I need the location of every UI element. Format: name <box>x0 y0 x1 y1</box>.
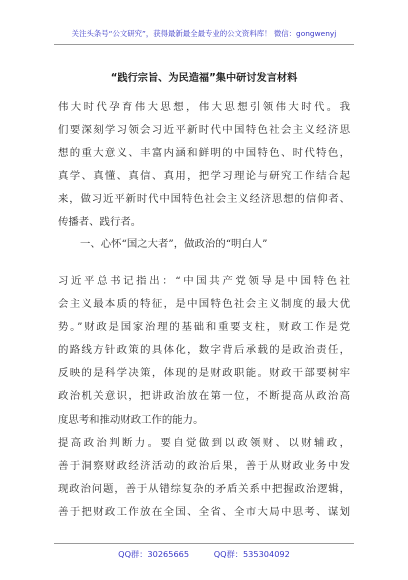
paragraph-line: 传播者、践行者。 <box>58 216 142 229</box>
paragraph-line: 提高政治判断力。要自觉做到以政领财、以财辅政， <box>58 437 350 449</box>
paragraph-line: 真学、真懂、真信、真用，把学习理论与研究工作结合起 <box>58 170 350 183</box>
document-title: “践行宗旨、为民造福”集中研讨发言材料 <box>110 73 298 84</box>
paragraph-line: 会主义最本质的特征，是中国特色社会主义制度的最大优 <box>58 298 350 311</box>
footer <box>0 549 408 560</box>
paragraph-line: 势。”财政是国家治理的基础和重要支柱，财政工作是党 <box>58 321 350 334</box>
footer-qq-group-2: QQ群：535304092 <box>213 549 290 559</box>
paragraph-line: 善于把财政工作放在全国、全省、全市大局中思考、谋划 <box>58 506 350 519</box>
header-divider <box>54 44 354 45</box>
paragraph-intro <box>58 96 350 235</box>
paragraph-line: 政治机关意识，把讲政治放在第一位，不断提高从政治高 <box>58 390 350 403</box>
footer-divider <box>54 543 354 544</box>
paragraph-line: 的路线方针政策的具体化，数字背后承载的是政治责任， <box>58 344 350 357</box>
paragraph-line: 们要深刻学习领会习近平新时代中国特色社会主义经济思 <box>58 124 350 137</box>
section-heading: 一、心怀“国之大者”，做政治的“明白人” <box>80 238 268 250</box>
paragraph-political-judgment <box>58 432 350 524</box>
paragraph-line: 现政治问题，善于从错综复杂的矛盾关系中把握政治逻辑， <box>58 483 350 496</box>
paragraph-line: 度思考和推动财政工作的能力。 <box>58 413 204 426</box>
paragraph-line: 来，做习近平新时代中国特色社会主义经济思想的信仰者、 <box>58 193 350 206</box>
paragraph-section1 <box>58 270 350 432</box>
paragraph-line: 想的重大意义、丰富内涵和鲜明的中国特色、时代特色， <box>58 147 350 160</box>
paragraph-line: 习近平总书记指出：“中国共产党领导是中国特色社 <box>58 275 350 287</box>
paragraph-line: 反映的是科学决策，体现的是财政职能。财政干部要树牢 <box>58 367 350 380</box>
paragraph-line: 善于洞察财政经济活动的政治后果，善于从财政业务中发 <box>58 460 350 473</box>
footer-qq-group-1: QQ群：30265665 <box>118 549 190 559</box>
paragraph-line: 伟大时代孕育伟大思想，伟大思想引领伟大时代。我 <box>58 101 350 113</box>
header-banner: 关注头条号“公文研究”，获得最新最全最专业的公文资料库！ 微信：gongwenyj <box>71 29 337 38</box>
